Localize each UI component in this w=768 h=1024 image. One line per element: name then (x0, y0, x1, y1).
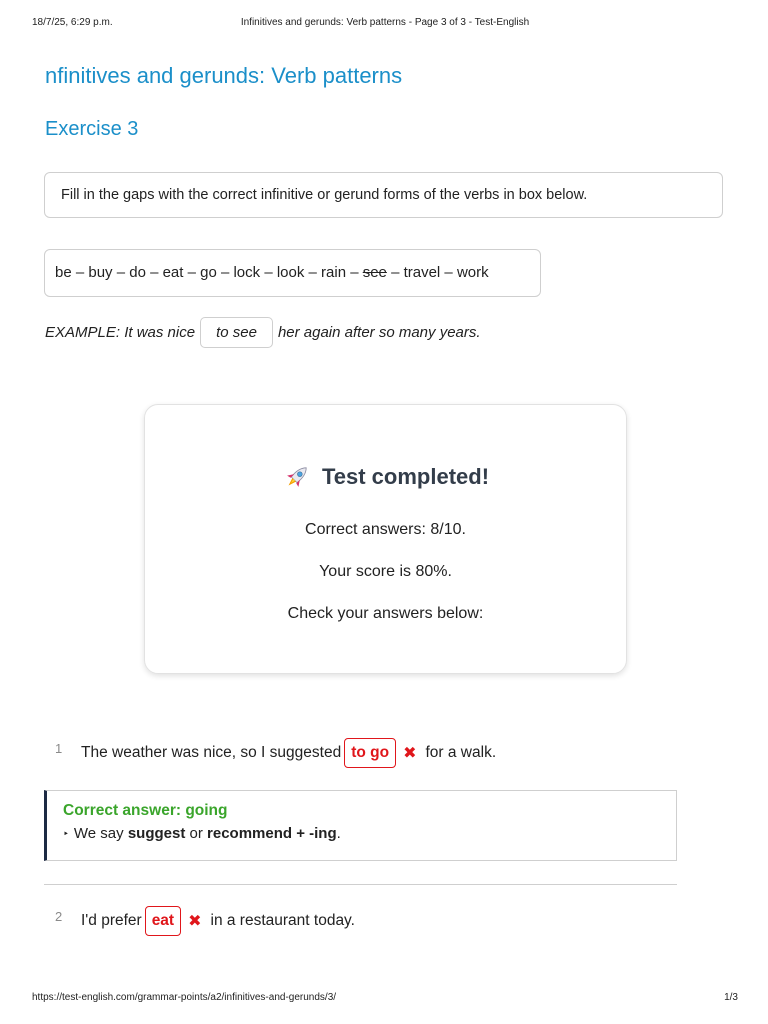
example-sentence (45, 316, 481, 348)
bullet-icon: ‣ (63, 829, 69, 840)
wrong-icon: ✖ (188, 913, 202, 930)
result-heading (145, 462, 626, 492)
question-number: 2 (55, 908, 63, 924)
print-url: https://test-english.com/grammar-points/a2/infinitives-and-gerunds/3/ (32, 992, 337, 1003)
question-text-before: The weather was nice, so I suggested (81, 744, 342, 761)
question-text-after: in a restaurant today. (210, 912, 355, 929)
print-datetime: 18/7/25, 6:29 p.m. (32, 17, 113, 28)
word-list-start: be – buy – do – eat – go – lock – look – rain – (55, 264, 363, 281)
result-card (144, 404, 627, 674)
check-answers-text: Check your answers below: (287, 605, 484, 622)
exercise-title: Exercise 3 (45, 118, 139, 140)
explanation-text: or (185, 825, 208, 842)
question-1 (55, 738, 496, 768)
user-answer: to go (344, 738, 396, 768)
score-text: Your score is 80%. (319, 563, 452, 580)
rocket-icon (282, 462, 312, 492)
correct-answer-label: Correct answer: going (63, 802, 228, 819)
word-list-end: – travel – work (386, 264, 489, 281)
question-text-after: for a walk. (425, 744, 497, 761)
explanation-text: We say (73, 825, 128, 842)
example-prefix: EXAMPLE: It was nice (45, 323, 196, 341)
print-page-number: 1/3 (724, 992, 738, 1003)
wrong-icon: ✖ (403, 745, 417, 762)
user-answer: eat (145, 906, 181, 936)
print-footer (32, 992, 738, 1006)
correct-answers-count: Correct answers: 8/10. (305, 521, 466, 538)
instruction-text: Fill in the gaps with the correct infinitive or gerund forms of the verbs in box below. (61, 187, 588, 203)
explanation-text: . (336, 825, 341, 842)
question-text-before: I'd prefer (81, 912, 142, 929)
example-gap: to see (200, 317, 273, 348)
print-header (32, 17, 738, 31)
explanation-keyword: recommend + -ing (207, 825, 337, 842)
page-title: nfinitives and gerunds: Verb patterns (45, 63, 403, 88)
explanation-keyword: suggest (127, 825, 186, 842)
divider (44, 884, 677, 885)
question-number: 1 (55, 740, 63, 756)
instruction-box (44, 172, 723, 218)
explanation (63, 825, 660, 842)
word-box (44, 249, 541, 297)
word-used-example: see (362, 264, 387, 281)
result-title: Test completed! (321, 464, 490, 489)
correct-answer-box (44, 790, 677, 861)
print-page-title: Infinitives and gerunds: Verb patterns - Page 3 of 3 - Test-English (240, 17, 530, 28)
question-2 (55, 906, 355, 936)
example-suffix: her again after so many years. (277, 323, 481, 341)
